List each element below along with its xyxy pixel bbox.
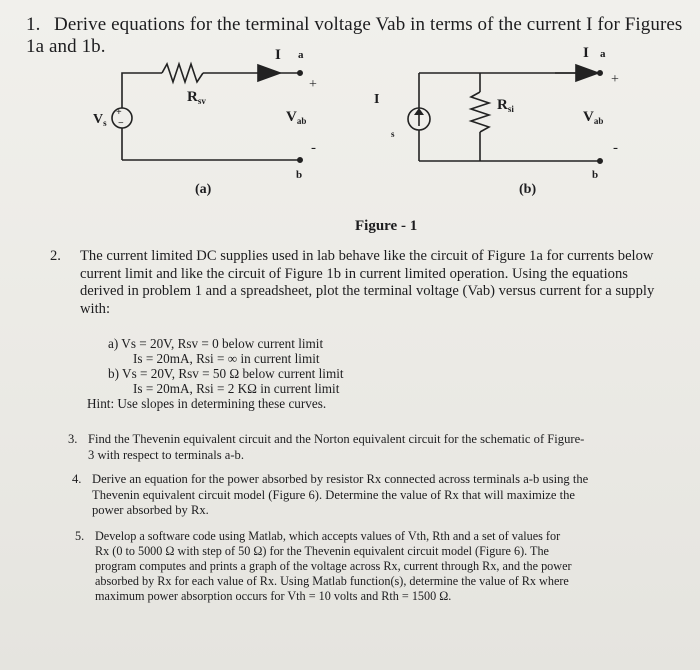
question-3-line: Find the Thevenin equivalent circuit and the Norton equivalent circuit for the schematic of Figure- [88, 432, 585, 446]
figure-a-label-source: $V_s$ [93, 112, 107, 128]
figure-a-label-terminal-a: a [298, 49, 304, 61]
figure-1-circuits [0, 0, 700, 240]
option-a-line-1: a) Vs = 20V, Rsv = 0 below current limit [108, 336, 324, 351]
question-1-text: Derive equations for the terminal voltage Vab in terms of the current I for Figures 1a and 1b. [26, 14, 683, 57]
question-5-line: program computes and prints a graph of the voltage across Rx, current through Rx, and the power [95, 559, 572, 573]
question-5-number: 5. [75, 529, 85, 543]
question-2-line: derived in problem 1 and a spreadsheet, plot the terminal voltage (Vab) versus current for a supply [80, 283, 655, 299]
figure-a-label-plus: + [309, 77, 317, 92]
figure-b-label-is: I [374, 92, 380, 107]
figure-a-label-resistor: $R_{sv}$ [187, 89, 206, 106]
question-4-line: Thevenin equivalent circuit model (Figure 6). Determine the value of Rx that will maximize the [92, 487, 575, 502]
figure-a-circuit [112, 64, 302, 162]
figure-a-label-terminal-b: b [296, 169, 303, 181]
question-2-hint: Hint: Use slopes in determining these curves. [87, 396, 327, 411]
figure-b-resistor [471, 92, 489, 132]
option-a-line-2: Is = 20mA, Rsi = ∞ in current limit [133, 351, 320, 366]
question-3 [68, 432, 678, 463]
question-2 [50, 248, 684, 318]
figure-b-label-terminal-a: a [600, 48, 606, 60]
figure-b-label-terminal-b: b [592, 169, 599, 181]
figure-a-label-minus: - [311, 140, 316, 156]
figure-b-label-resistor: $R_{si}$ [497, 97, 514, 114]
question-3-number: 3. [68, 432, 78, 446]
question-2-line: The current limited DC supplies used in lab behave like the circuit of Figure 1a for currents below [80, 248, 654, 264]
question-2-line: current limit and like the circuit of Figure 1b in current limited operation. Using the equations [80, 265, 628, 282]
question-4-line: power absorbed by Rx. [92, 503, 209, 517]
question-3-line: 3 with respect to terminals a-b. [88, 447, 244, 462]
question-4-line: Derive an equation for the power absorbed by resistor Rx connected across terminals a-b using the [92, 472, 589, 486]
figure-b-source-arrow-icon [414, 108, 424, 126]
figure-b-current-arrow [576, 65, 598, 81]
question-4-number: 4. [72, 472, 82, 486]
figure-a-wire-top-left [122, 73, 162, 108]
question-2-line: with: [80, 300, 110, 317]
figure-a-source-plus: + [116, 107, 122, 118]
question-5 [75, 529, 685, 604]
question-2-options [87, 336, 528, 411]
option-b-line-2: Is = 20mA, Rsi = 2 KΩ in current limit [133, 381, 340, 396]
figure-a-terminal-a [298, 71, 302, 75]
question-1-number: 1. [26, 14, 41, 35]
figure-b-label-current: I [583, 45, 589, 61]
figure-b-terminal-b [598, 159, 602, 163]
figure-b-label-is-sub: s [391, 129, 395, 139]
figure-b-caption: (b) [519, 182, 537, 197]
figure-b-terminal-a [598, 71, 602, 75]
question-4 [72, 472, 682, 519]
figure-b-label-vab: $V_{ab}$ [583, 109, 604, 126]
figure-b-label-plus: + [611, 72, 619, 87]
figure-a-label-current: I [275, 47, 281, 63]
figure-a-terminal-b [298, 158, 302, 162]
question-5-line: Develop a software code using Matlab, which accepts values of Vth, Rth and a set of values for [95, 529, 561, 543]
figure-a-resistor [162, 64, 203, 82]
figure-a-label-vab: $V_{ab}$ [286, 109, 307, 126]
question-5-line: absorbed by Rx for each value of Rx. Using Matlab function(s), determine the value of Rx where [95, 574, 569, 588]
figure-b-label-minus: - [613, 140, 618, 156]
figure-b-circuit [408, 65, 602, 163]
figure-a-caption: (a) [195, 182, 212, 197]
figure-a-source-minus: − [118, 118, 124, 129]
question-2-number: 2. [50, 248, 61, 264]
question-5-line: Rx (0 to 5000 Ω with step of 50 Ω) for the Thevenin equivalent circuit model (Figure 6). The [95, 544, 549, 558]
figure-1-caption: Figure - 1 [355, 218, 418, 234]
option-b-line-1: b) Vs = 20V, Rsv = 50 Ω below current limit [108, 366, 344, 381]
figure-a-current-arrow [258, 65, 280, 81]
question-5-line: maximum power absorption occurs for Vth = 10 volts and Rth = 1500 Ω. [95, 589, 452, 603]
